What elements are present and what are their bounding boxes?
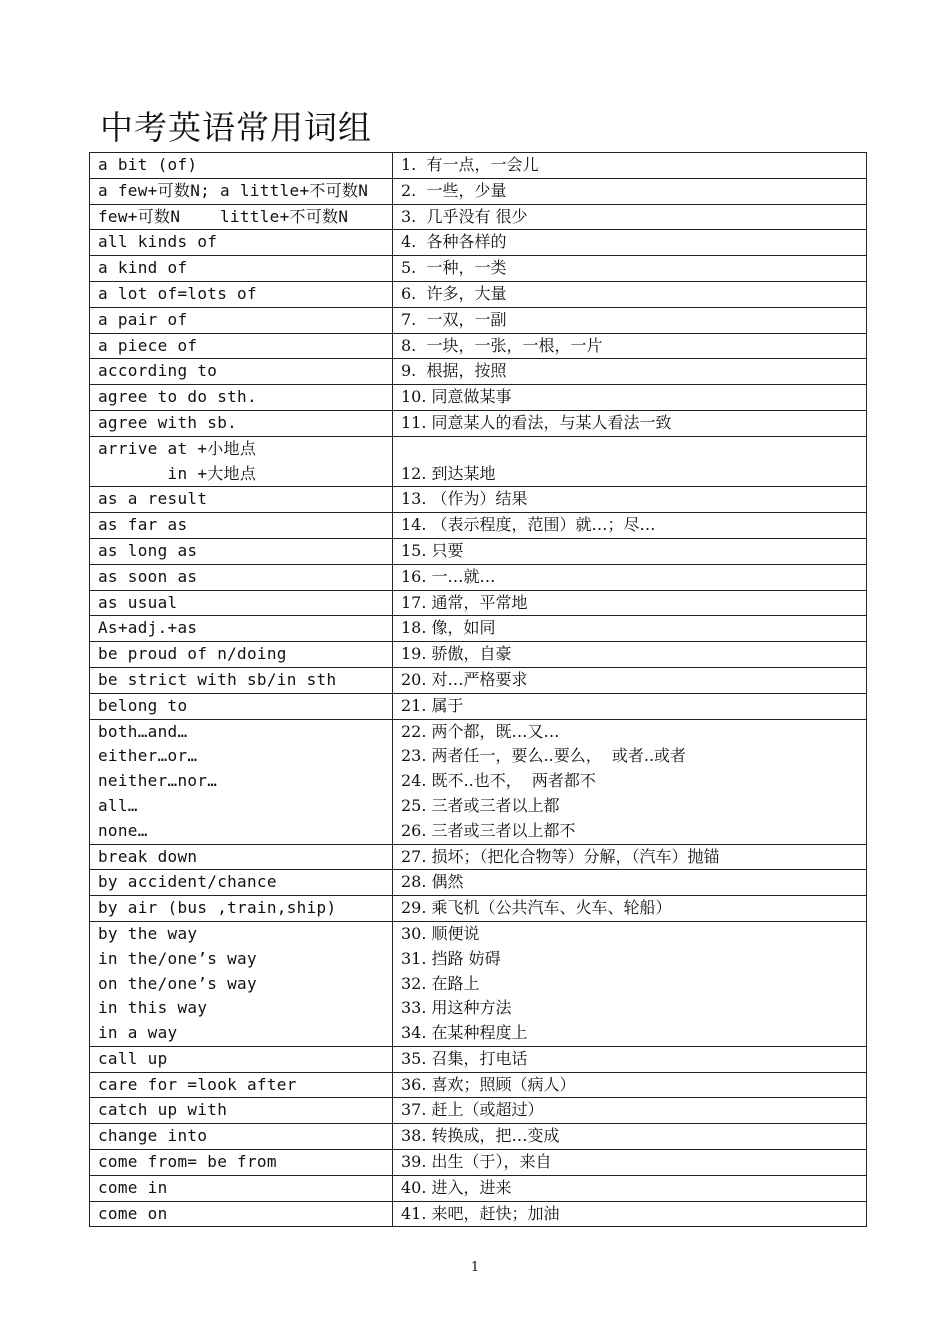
meaning-cell — [393, 564, 867, 590]
phrase-text: as soon as — [98, 566, 198, 586]
phrase-cell — [90, 896, 393, 922]
phrase-cell — [90, 281, 393, 307]
phrase-text: a piece of — [98, 335, 198, 355]
table-row — [90, 410, 867, 436]
table-row — [90, 1098, 867, 1124]
meaning-cell — [393, 385, 867, 411]
phrase-text: change into — [98, 1126, 208, 1146]
meaning-cell — [393, 359, 867, 385]
phrase-text: all kinds of — [98, 232, 218, 252]
table-row — [90, 178, 867, 204]
phrase-text: agree to do sth. — [98, 387, 257, 407]
phrase-cell — [90, 178, 393, 204]
phrase-text: a kind of — [98, 258, 188, 278]
phrase-cell — [90, 1098, 393, 1124]
meaning-text: 5. 一种，一类 — [401, 258, 507, 278]
phrase-cell — [90, 1072, 393, 1098]
meaning-cell — [393, 1046, 867, 1072]
page-title: 中考英语常用词组 — [100, 108, 372, 147]
phrase-text: both…and… — [98, 721, 188, 741]
table-row — [90, 642, 867, 668]
meaning-text: 28. 偶然 — [401, 872, 464, 892]
phrase-cell — [90, 693, 393, 719]
phrase-text: a few+可数N; a little+不可数N — [98, 180, 369, 200]
meaning-cell — [393, 1124, 867, 1150]
phrase-text: as far as — [98, 515, 188, 535]
meaning-cell — [393, 538, 867, 564]
meaning-text: 19. 骄傲，自豪 — [401, 644, 512, 664]
table-row — [90, 513, 867, 539]
meaning-text: 31. 挡路 妨碍 — [401, 948, 501, 968]
phrase-cell — [90, 719, 393, 844]
meaning-text: 21. 属于 — [401, 695, 464, 715]
meaning-text: 17. 通常，平常地 — [401, 592, 528, 612]
phrase-text: catch up with — [98, 1100, 228, 1120]
table-row — [90, 844, 867, 870]
table-row — [90, 204, 867, 230]
meaning-text: 24. 既不..也不， 两者都不 — [401, 771, 596, 791]
table-row — [90, 564, 867, 590]
meaning-cell — [393, 667, 867, 693]
meaning-text: 27. 损坏；（把化合物等）分解，（汽车）抛锚 — [401, 846, 720, 866]
meaning-cell — [393, 719, 867, 844]
phrase-cell — [90, 307, 393, 333]
phrase-table — [89, 152, 867, 1227]
meaning-text: 40. 进入，进来 — [401, 1177, 512, 1197]
table-row — [90, 538, 867, 564]
meaning-cell — [393, 1150, 867, 1176]
meaning-cell — [393, 921, 867, 1046]
meaning-cell — [393, 896, 867, 922]
phrase-text: come on — [98, 1203, 168, 1223]
phrase-cell — [90, 1150, 393, 1176]
phrase-cell — [90, 204, 393, 230]
phrase-text: on the/one’s way — [98, 973, 257, 993]
phrase-text: either…or… — [98, 746, 198, 766]
meaning-text: 30. 顺便说 — [401, 923, 480, 943]
phrase-text: agree with sb. — [98, 412, 238, 432]
meaning-cell — [393, 1098, 867, 1124]
meaning-cell — [393, 410, 867, 436]
phrase-cell — [90, 844, 393, 870]
meaning-text: 9. 根据，按照 — [401, 361, 507, 381]
phrase-text: As+adj.+as — [98, 618, 198, 638]
meaning-cell — [393, 642, 867, 668]
phrase-text: in +大地点 — [98, 463, 257, 483]
meaning-text: 2. 一些，少量 — [401, 180, 507, 200]
phrase-text: call up — [98, 1048, 168, 1068]
meaning-text: 13. （作为）结果 — [401, 489, 528, 509]
meaning-text: 37. 赶上（或超过） — [401, 1100, 544, 1120]
phrase-cell — [90, 1201, 393, 1227]
phrase-cell — [90, 564, 393, 590]
meaning-cell — [393, 513, 867, 539]
meaning-text: 23. 两者任一，要么..要么， 或者..或者 — [401, 746, 687, 766]
meaning-cell — [393, 844, 867, 870]
phrase-text: belong to — [98, 695, 188, 715]
phrase-cell — [90, 616, 393, 642]
meaning-text: 39. 出生（于），来自 — [401, 1152, 552, 1172]
table-row — [90, 1124, 867, 1150]
meaning-text: 3. 几乎没有 很少 — [401, 206, 528, 226]
meaning-cell — [393, 693, 867, 719]
phrase-cell — [90, 230, 393, 256]
table-row — [90, 230, 867, 256]
table-row — [90, 153, 867, 179]
table-row — [90, 333, 867, 359]
phrase-cell — [90, 870, 393, 896]
phrase-cell — [90, 410, 393, 436]
meaning-text: 38. 转换成，把…变成 — [401, 1126, 560, 1146]
meaning-text: 8. 一块，一张，一根，一片 — [401, 335, 603, 355]
meaning-cell — [393, 281, 867, 307]
meaning-text: 34. 在某种程度上 — [401, 1023, 528, 1043]
phrase-cell — [90, 642, 393, 668]
meaning-cell — [393, 870, 867, 896]
phrase-text: as usual — [98, 592, 178, 612]
meaning-cell — [393, 230, 867, 256]
phrase-cell — [90, 487, 393, 513]
phrase-text: all… — [98, 795, 138, 815]
meaning-cell — [393, 1072, 867, 1098]
meaning-cell — [393, 307, 867, 333]
table-row — [90, 385, 867, 411]
meaning-cell — [393, 1175, 867, 1201]
phrase-cell — [90, 333, 393, 359]
meaning-cell — [393, 616, 867, 642]
table-row — [90, 896, 867, 922]
phrase-text: be proud of n/doing — [98, 644, 287, 664]
table-row — [90, 436, 867, 487]
phrase-cell — [90, 359, 393, 385]
table-row — [90, 307, 867, 333]
phrase-text: neither…nor… — [98, 771, 218, 791]
meaning-text: 15. 只要 — [401, 540, 464, 560]
phrase-text: arrive at +小地点 — [98, 438, 257, 458]
phrase-text: by accident/chance — [98, 872, 277, 892]
meaning-text: 25. 三者或三者以上都 — [401, 795, 560, 815]
table-row — [90, 667, 867, 693]
meaning-text: 12. 到达某地 — [401, 463, 496, 483]
phrase-text: a lot of=lots of — [98, 283, 257, 303]
meaning-text: 36. 喜欢；照顾（病人） — [401, 1074, 576, 1094]
table-row — [90, 1175, 867, 1201]
phrase-cell — [90, 1046, 393, 1072]
meaning-text: 4. 各种各样的 — [401, 232, 507, 252]
phrase-cell — [90, 436, 393, 487]
meaning-cell — [393, 333, 867, 359]
meaning-cell — [393, 256, 867, 282]
meaning-text: 32. 在路上 — [401, 973, 480, 993]
phrase-text: in the/one’s way — [98, 948, 257, 968]
table-row — [90, 616, 867, 642]
phrase-text: in this way — [98, 998, 208, 1018]
meaning-cell — [393, 436, 867, 487]
meaning-text: 14. （表示程度，范围）就…；尽… — [401, 515, 656, 535]
table-row — [90, 1072, 867, 1098]
table-row — [90, 870, 867, 896]
meaning-text: 26. 三者或三者以上都不 — [401, 820, 576, 840]
phrase-cell — [90, 385, 393, 411]
phrase-cell — [90, 1124, 393, 1150]
phrase-text: according to — [98, 361, 218, 381]
phrase-text: as a result — [98, 489, 208, 509]
table-row — [90, 487, 867, 513]
table-row — [90, 1046, 867, 1072]
phrase-text: as long as — [98, 540, 198, 560]
meaning-cell — [393, 153, 867, 179]
meaning-cell — [393, 178, 867, 204]
table-row — [90, 590, 867, 616]
meaning-text: 16. 一…就… — [401, 566, 496, 586]
table-row — [90, 256, 867, 282]
phrase-cell — [90, 1175, 393, 1201]
meaning-text: 20. 对…严格要求 — [401, 669, 528, 689]
phrase-text: be strict with sb/in sth — [98, 669, 337, 689]
page-number: 1 — [470, 1260, 480, 1275]
phrase-text: none… — [98, 820, 148, 840]
phrase-text: few+可数N little+不可数N — [98, 206, 349, 226]
meaning-text: 33. 用这种方法 — [401, 998, 512, 1018]
phrase-cell — [90, 667, 393, 693]
meaning-cell — [393, 590, 867, 616]
phrase-cell — [90, 538, 393, 564]
table-row — [90, 281, 867, 307]
phrase-cell — [90, 513, 393, 539]
meaning-text: 7. 一双，一副 — [401, 309, 507, 329]
phrase-cell — [90, 921, 393, 1046]
meaning-text: 11. 同意某人的看法，与某人看法一致 — [401, 412, 672, 432]
meaning-text: 1. 有一点，一会儿 — [401, 155, 539, 174]
phrase-text: break down — [98, 846, 198, 866]
meaning-cell — [393, 487, 867, 513]
meaning-text: 29. 乘飞机（公共汽车、火车、轮船） — [401, 898, 672, 918]
table-row — [90, 1150, 867, 1176]
meaning-text: 6. 许多，大量 — [401, 283, 507, 303]
table-row — [90, 693, 867, 719]
meaning-text: 22. 两个都，既…又… — [401, 721, 560, 741]
phrase-text: come in — [98, 1177, 168, 1197]
phrase-text: come from= be from — [98, 1152, 277, 1172]
phrase-text: care for =look after — [98, 1074, 297, 1094]
table-row — [90, 359, 867, 385]
phrase-cell — [90, 256, 393, 282]
table-row — [90, 921, 867, 1046]
table-row — [90, 719, 867, 844]
meaning-text: 41. 来吧，赶快；加油 — [401, 1203, 560, 1223]
phrase-table-body — [90, 153, 867, 1227]
meaning-text: 35. 召集，打电话 — [401, 1048, 528, 1068]
phrase-text: by air (bus ,train,ship) — [98, 898, 337, 918]
meaning-cell — [393, 1201, 867, 1227]
phrase-text: by the way — [98, 923, 198, 943]
phrase-text: in a way — [98, 1023, 178, 1043]
phrase-cell — [90, 153, 393, 179]
meaning-cell — [393, 204, 867, 230]
phrase-text: a pair of — [98, 309, 188, 329]
phrase-cell — [90, 590, 393, 616]
meaning-text: 18. 像，如同 — [401, 618, 496, 638]
phrase-text: a bit (of) — [98, 155, 198, 174]
meaning-text — [401, 437, 866, 462]
meaning-text: 10. 同意做某事 — [401, 387, 512, 407]
table-row — [90, 1201, 867, 1227]
